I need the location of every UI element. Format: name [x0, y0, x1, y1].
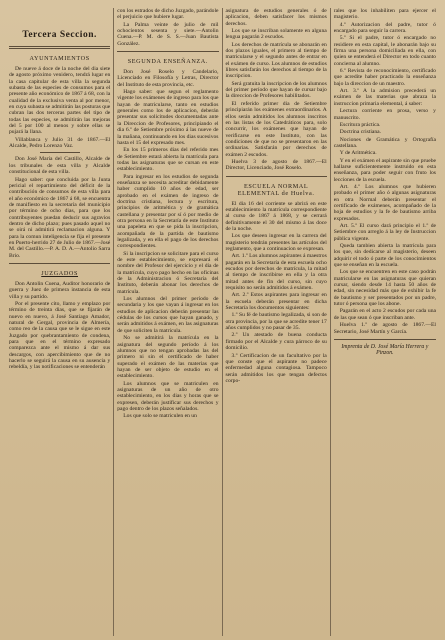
paragraph: Los que se inscriban solamente en alguna lengua pagarán 2 escudos. [225, 28, 327, 41]
printer-imprint: Imprenta de D. José María Herrera y Pinzon. [341, 343, 429, 357]
paragraph: El referido primer dia de Setiembre principiarán los exámenes extraordinarios. A ellos serán admitidos los alumnos inscritos en las listas de los Catedráticos para, solo concurrir, los exámenes que hayan de verificarse en este Instituto, con las condiciones de que no se presentaron en las ordinarias. Satisfarán por derechos de exámen 2 escudos. [225, 100, 327, 158]
divider [9, 263, 110, 264]
heading-juzgados: JUZGADOS [41, 269, 79, 277]
divider [226, 176, 327, 177]
paragraph: 6.º Revista de reconocimiento, certificado que acredite haber practicado la enseñanza bajo la direccion de un maestro. [333, 68, 436, 87]
column-2 [114, 8, 222, 636]
paragraph: En los 15 primeros dias del referido mes de Setiembre estará abierta la matrícula para todas las asignaturas que se cursan en este establecimiento. [117, 147, 219, 173]
paragraph: Art. 1.º Los alumnos aspirantes á maestros pagarán en la Secretaría de esta escuela ocho escudos por derechos de matrícula, la mitad al tiempo de inscribirse en ella y la otra mitad antes de fin del curso, sin cuyo requisito no serán admitidos á exámen. [225, 253, 327, 292]
paragraph: 3.º Certificacion de un facultativo por la que conste que el aspirante no padece enfermedad alguna contagiosa. Tampoco serán admitidos los que tengan defectos corpo- [225, 352, 327, 384]
paragraph: 1.º Su fé de bautismo legalizada, si son de otra provincia, por la que se acredite tener 17 años cumplidos y no pasar de 35. [225, 312, 327, 332]
paragraph: 4.º Autorizacion del padre, tutor ó encargado para seguir la carrera. [333, 21, 436, 35]
paragraph: Art. 2.º Estos aspirantes para ingresar en la escuela deberán presentar en dicha Secretaría los documentos siguientes: [225, 292, 327, 312]
signature-line: Villablanca y Julio 31 de 1867.—El Alcalde, Pedro Lorenzo Vaz. [9, 136, 111, 150]
paragraph: rales que los inhabiliten para ejercer el magisterio. [333, 8, 436, 21]
paragraph: Y en el exámen el aspirante sin que pruebe hallarse suficientemente instruido en esta enseñanza, para poder seguir con fruto los lecciones de la escuela. [333, 157, 436, 183]
paragraph: con los estrados de dicho Juzgado, parándole el perjuicio que hubiere lugar. [117, 8, 219, 21]
paragraph: Art. 3.º A la admision precederá un exámen de las materias que abraza la instruccion primaria elemental, á saber: [333, 88, 436, 107]
columns [6, 8, 439, 636]
paragraph: Los que solo se matriculen en un [123, 413, 197, 420]
paragraph: Don José María del Castillo, Alcalde de los tribunales de esta villa y Alcalde constitucional de esta villa. [9, 156, 111, 176]
paragraph: Pagarán en el acto 2 escudos por cada una de las que sean ó que inscriban ante. [333, 308, 436, 321]
paragraph: 5.º Si el padre, tutor ó encargado no residiere en esta capital, le abonarán bajo su firma una persona domiciliada en ella, con quien se entenderá el Director en todo cuanto concierna al alumno. [333, 35, 436, 67]
paragraph: Será gratuita la inscripcion de los alumnos del primer período que hayan de cursar bajo la direccion de Profesores habilitados. [225, 80, 327, 100]
paragraph: Los que deseen ingresar en la carrera del magisterio tendrán presentes las artículos del reglamento, que a continuacion se expresan. [225, 233, 327, 252]
signature-line: La Palma veinte de julio de mil ochocientos sesenta y siete.—Antolin Cuena.—P. M. de S. S.—Juan Bautista González. [117, 21, 219, 47]
paragraph: asignatura de estudios generales ó de aplicacion, deben satisfacer los mismos derechos. [225, 8, 327, 27]
heading-ayuntamientos: AYUNTAMIENTOS [29, 55, 90, 62]
divider [117, 51, 218, 52]
section-title: Tercera Seccion. [22, 30, 97, 40]
paragraph: Art. 5.º El curso dará principio el 1.º de Setiembre con arreglo á la ley de Instruccion pública vigente. [333, 223, 436, 242]
paragraph: Escritura práctica. [339, 121, 381, 128]
paragraph: Art. 4.º Los alumnos que hubieren probado el primer año ó algunas asignaturas en otra Normal deberán presentar el certificado de exámenes, acompañado de la hoja de estudios y la fe de bautismo arriba expresados. [333, 183, 436, 222]
paragraph: Doctrina cristiana. [339, 129, 382, 136]
paragraph: Por el presente cito, llamo y emplazo por término de treinta dias, que se fijarán de nuevo en nuevo, á José Santiago Amador, natural de Gergal, provincia de Almería, como reo de la causa que se le sigue en este Juzgado por quebrantamiento de condena, para que en el término expresado comparezca ante el mismo á dar sus descargos, con apercibimiento que de no hacerlo se seguirá la causa en su ausencia y rebeldía, y las notificaciones se entenderán [9, 301, 111, 371]
paragraph: Si la inscripcion se solicitare para el curso de este establecimiento, se expresará el nombre del Profesor del ejercicio y el dia de la matrícula, cuyo pago hecho en las oficinas de la Administracion ó Secretaría del Instituto, deberán abonar los derechos de matrícula. [117, 250, 219, 295]
signature-line: Huelva 3 de agosto de 1867.—El Director, Licenciado, José Roselo. [225, 158, 327, 172]
paragraph: Los que se encuentren en este caso podrán matricularse en las asignaturas que quieran cursar, siendo desde 14 hasta 50 años de edad, sin necesidad más que de exhibir la fe de bautismo y ser presentados por un padre, tutor ó persona que los abone. [333, 269, 436, 308]
paragraph: Y de Aritmética. [339, 150, 377, 157]
column-1 [6, 8, 114, 636]
paragraph: Los alumnos que se matriculen en asignaturas de un año de otro establecimiento, en los dias y horas que se expresen, deberán justificar sus derechos y pago dentro de los plazos señalados. [117, 380, 219, 412]
section-divider [9, 46, 110, 49]
paragraph: Para ingresar en los estudios de segunda enseñanza se necesita acreditar debidamente haber cumplido 10 años de edad, ser aprobado en el exámen de ingreso de doctrina cristiana, lectura y escritura, principios de aritmética y de gramática castellana y presentar por sí ó por medio de otra persona en la Secretaría de este Instituto una papeleta en que se pida la inscripcion, acompañada de la partida de bautismo legalizada, y en ella el pago de los derechos correspondientes. [117, 173, 219, 250]
paragraph: Don José Roselo y Candelario, Licenciado en Filosofía y Letras, Director del Instituto de esta provincia, etc. [117, 69, 219, 88]
heading-escuela-normal: ESCUELA NORMAL ELEMENTAL de Huelva. [237, 182, 315, 197]
column-3 [223, 8, 331, 636]
paragraph: Don Antolin Cuena, Auditor honorario de guerra y Juez de primera instancia de esta villa y su partido. [9, 280, 111, 300]
column-4 [331, 8, 439, 636]
paragraph: Los derechos de matrícula se abonarán en dos plazos iguales, el primero al tiempo de matricularse y el segundo antes de entrar en el exámen de curso. Los alumnos de estudios libres satisfarán los derechos al tiempo de la inscripcion. [225, 41, 327, 80]
heading-segunda-ensenanza: SEGUNDA ENSEÑANZA. [127, 58, 208, 66]
divider [40, 152, 80, 153]
paragraph: Los alumnos del primer período de secundaria y los que vayan á ingresar en los estudios de aplicacion deberán presentar las cédulas de los cursos que hayan ganado, y serán admitidos á exámen, en las asignaturas de que soliciten la matrícula. [117, 296, 219, 334]
paragraph: 2.º Un atestado de buena conducta firmado por el Alcalde y cura párroco de su domicilio. [225, 332, 327, 352]
paragraph: Nociones de Gramática y Ortografía castellana. [333, 136, 436, 149]
paragraph: No se admitirá la matrícula en la asignatura del segundo período á los alumnos que no tengan aprobadas las del primero ni sin el certificado de haber superado el exámen de las materias que hayan de ser objeto de estudio en el establecimiento. [117, 335, 219, 380]
divider [334, 339, 436, 340]
paragraph: Queda tambien abierta la matrícula para los que, sin dedicarse al magisterio, deseen adquirir el todo ó parte de los conocimientos que se enseñan en la escuela. [333, 243, 436, 269]
paragraph: Hago saber: que concluida por la Junta pericial el repartimiento del déficit de la contribución de consumos de esta villa para el año económico de 1867 á 68, se encuentra de manifiesto en la secretaría del municipio por término de ocho dias, para que los contribuyentes puedan deducir sus agravios dentro de dicho plazo; pues pasado aquel no se oirá ni admitirá reclamacion alguna. Y para la comun inteligencia se fija el presente en Puerto-herrido 27 de Julio de 1867.—José M. del Castillo.—P. A. D. A.—Antolio Sarra Brio. [9, 176, 111, 259]
paragraph: El dia 16 del corriente se abrirá en este establecimiento la matrícula correspondiente al curso de 1867 á 1868, y se cerrará definitivamente el 30 del mismo á las doce de la noche. [225, 200, 327, 232]
signature-line: Huelva 1.º de agosto de 1867.—El Secretario, José Martín y García. [333, 322, 436, 335]
paragraph: Hago saber: que segun el reglamento vigente los exámenes de ingreso para los que hayan de matricularse, tanto en estudios generales como los de aplicacion, deberán presentar sus solicitudes documentadas ante la Direccion de Profesores, principiando el dia 6.º de Setiembre próximo á las nueve de la mañana, continuando en los dias sucesivos hasta el 15 del expresado mes. [117, 89, 219, 146]
paragraph: De nueve á doce de la noche del dia siete de agosto próximo venidero, tendrá lugar en la casa capitular de esta villa la segunda subasta de las especies de consumos para el presente año económico de 1867 á 68, con la cualidad de la exclusiva venta al por menor, en cuya subasta se admitirán las posturas que cubran las dos terceras partes del tipo de todas las especies, se admitirán las mejoras del 5 por 100 al menos y sobre ellas se pujará la llana. [9, 66, 111, 136]
paragraph: Lectura corriente en prosa, verso y manuscrito. [333, 108, 436, 121]
